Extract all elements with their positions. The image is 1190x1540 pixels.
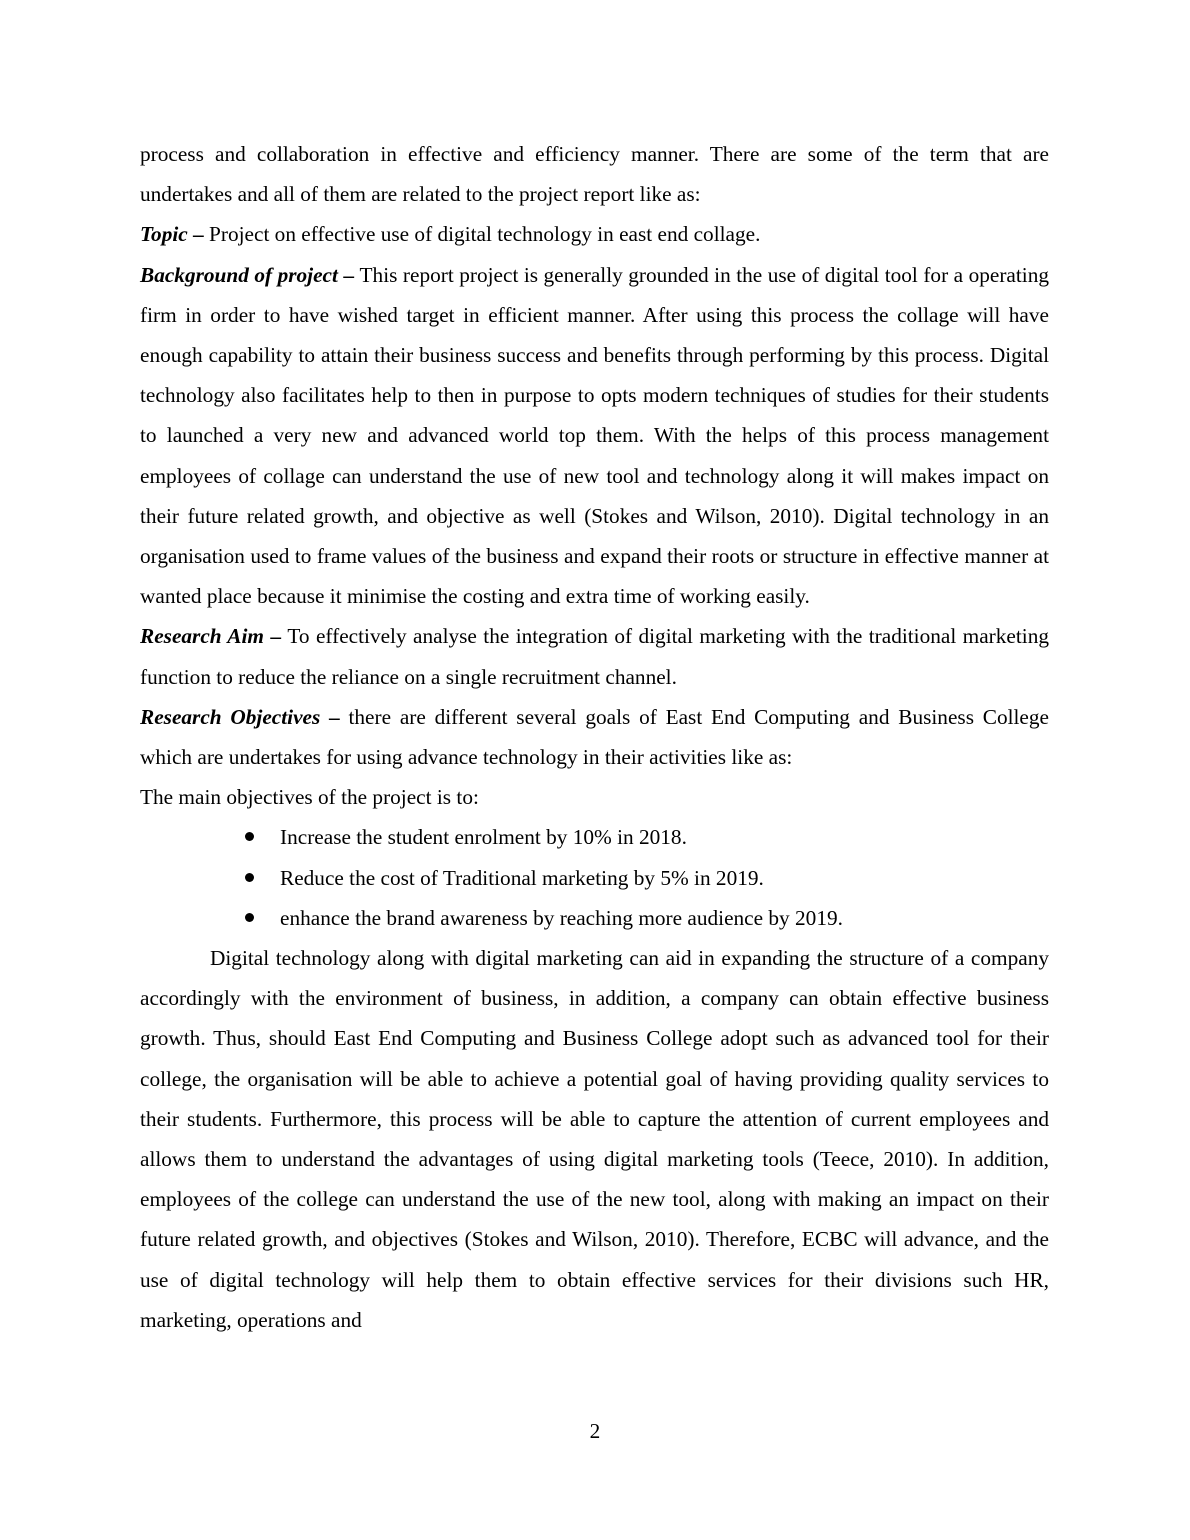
- objective-text: enhance the brand awareness by reaching more audience by 2019.: [280, 905, 843, 930]
- closing-text: Digital technology along with digital marketing can aid in expanding the structure of a company accordingly with the environment of business, in addition, a company can obtain effective business growth. Thus, should East End Computing and Business College adopt such as advanced tool for their college, the organisation will be able to achieve a potential goal of having providing quality services to their students. Furthermore, this process will be able to capture the attention of current employees and allows them to understand the advantages of using digital marketing tools (Teece, 2010). In addition, employees of the college can understand the use of the new tool, along with making an impact on their future related growth, and objectives (Stokes and Wilson, 2010). Therefore, ECBC will advance, and the use of digital technology will help them to obtain effective services for their divisions such HR, marketing, operations and: [140, 946, 1049, 1332]
- bullet-icon: [245, 913, 254, 922]
- topic-text: Project on effective use of digital technology in east end collage.: [209, 222, 761, 247]
- research-objectives-text: there are different several goals of East End Computing and Business College which are undertakes for using advance technology in their activities like as:: [140, 704, 1049, 770]
- research-aim-dash: –: [263, 624, 288, 649]
- topic-label: Topic: [140, 222, 188, 247]
- page-number: 2: [589, 1419, 601, 1443]
- research-aim-paragraph: [140, 616, 1049, 696]
- bullet-icon: [245, 873, 254, 882]
- topic-paragraph: [140, 214, 1049, 254]
- research-objectives-label: Research Objectives: [140, 704, 321, 729]
- research-objectives-dash: –: [320, 704, 349, 729]
- objectives-intro: [140, 777, 1049, 817]
- research-objectives-paragraph: [140, 697, 1049, 777]
- intro-text: process and collaboration in effective and efficiency manner. There are some of the term that are undertakes and all of them are related to the project report like as:: [140, 142, 1049, 207]
- objective-text: Increase the student enrolment by 10% in 2018.: [280, 825, 687, 850]
- research-aim-label: Research Aim: [140, 624, 264, 649]
- closing-paragraph: [140, 938, 1049, 1340]
- list-item: [140, 858, 1049, 898]
- bullet-icon: [245, 832, 254, 841]
- list-item: [140, 817, 1049, 857]
- objective-text: Reduce the cost of Traditional marketing by 5% in 2019.: [280, 865, 764, 890]
- objectives-list: [140, 817, 1049, 938]
- background-paragraph: [140, 255, 1049, 617]
- objectives-intro-text: The main objectives of the project is to:: [140, 785, 479, 810]
- background-label: Background of project: [140, 262, 338, 287]
- background-text: This report project is generally grounded in the use of digital tool for a operating firm in order to have wished target in efficient manner. After using this process the collage will have enough capability to attain their business success and benefits through performing by this process. Digital technology also facilitates help to then in purpose to opts modern techniques of studies for their students to launched a very new and advanced world top them. With the helps of this process management employees of collage can understand the use of new tool and technology along it will makes impact on their future related growth, and objective as well (Stokes and Wilson, 2010). Digital technology in an organisation used to frame values of the business and expand their roots or structure in effective manner at wanted place because it minimise the costing and extra time of working easily.: [140, 262, 1050, 609]
- intro-paragraph: [140, 134, 1049, 214]
- background-dash: –: [337, 262, 360, 287]
- document-page: [140, 134, 1049, 1340]
- topic-dash: –: [187, 222, 210, 247]
- list-item: [140, 898, 1049, 938]
- research-aim-text: To effectively analyse the integration of digital marketing with the traditional marketing function to reduce the reliance on a single recruitment channel.: [140, 624, 1050, 689]
